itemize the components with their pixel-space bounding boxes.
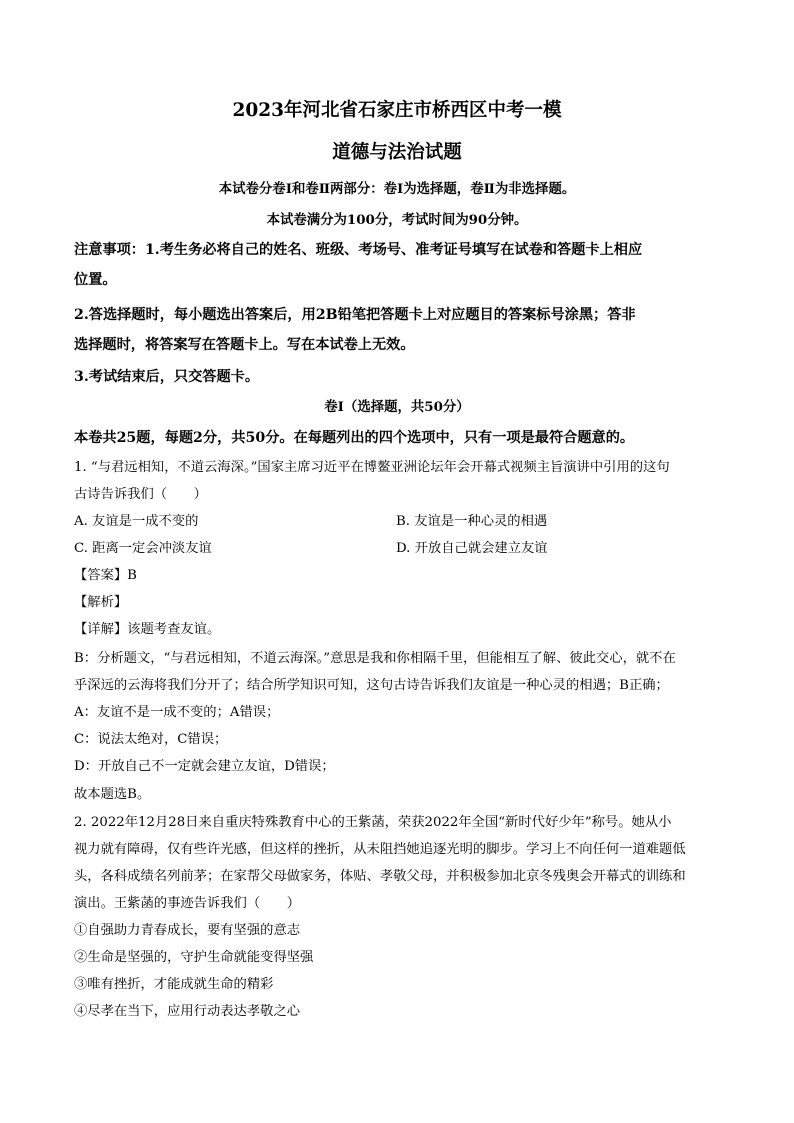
q1-explanation-line-1: B：分析题文，“与君远相知，不道云海深。”意思是我和你相隔千里，但能相互了解、彼此交心，就不在 <box>74 651 676 666</box>
q1-option-c: C. 距离一定会冲淡友谊 <box>74 541 212 556</box>
q1-analysis-label: 【解析】 <box>74 595 128 610</box>
instruction-line-2: 本试卷满分为100分，考试时间为90分钟。 <box>266 212 528 228</box>
q1-detail: 【详解】该题考查友谊。 <box>74 622 221 637</box>
q2-stem-line-1: 2. 2022年12月28日来自重庆特殊教育中心的王紫菡，荣获2022年全国“新时代好少年”称号。她从小 <box>74 815 672 830</box>
notes-line-2: 位置。 <box>74 272 117 288</box>
q1-explanation-d: D：开放自己不一定就会建立友谊，D错误； <box>74 759 335 774</box>
exam-subject: 道德与法治试题 <box>332 142 462 163</box>
section1-description: 本卷共25题，每题2分，共50分。在每题列出的四个选项中，只有一项是最符合题意的。 <box>74 430 635 446</box>
q1-option-b: B. 友谊是一种心灵的相遇 <box>396 514 548 529</box>
instruction-line-1: 本试卷分卷Ⅰ和卷Ⅱ两部分：卷Ⅰ为选择题，卷Ⅱ为非选择题。 <box>218 181 576 197</box>
q2-item-4: ④尽孝在当下，应用行动表达孝敬之心 <box>74 1004 301 1019</box>
q1-option-d: D. 开放自己就会建立友谊 <box>396 541 548 556</box>
q1-conclusion: 故本题选B。 <box>74 787 151 802</box>
q1-explanation-line-2: 乎深远的云海将我们分开了；结合所学知识可知，这句古诗告诉我们友谊是一种心灵的相遇；B正确； <box>74 678 669 693</box>
q1-option-a: A. 友谊是一成不变的 <box>74 514 199 529</box>
q2-item-3: ③唯有挫折，才能成就生命的精彩 <box>74 977 274 992</box>
exam-title: 2023年河北省石家庄市桥西区中考一模 <box>232 100 562 121</box>
q1-answer: 【答案】B <box>74 568 137 583</box>
q1-explanation-c: C：说法太绝对，C错误； <box>74 732 228 747</box>
q2-stem-line-4: 演出。王紫菡的事迹告诉我们（ ） <box>74 896 301 911</box>
note2-line-2: 选择题时，将答案写在答题卡上。写在本试卷上无效。 <box>74 337 415 353</box>
q2-stem-line-3: 头，各科成绩名列前茅；在家帮父母做家务，体贴、孝敬父母，并积极参加北京冬残奥会开幕式的训练和 <box>74 869 686 884</box>
q2-stem-line-2: 视力就有障碍，仅有些许光感，但这样的挫折，从未阻挡她追逐光明的脚步。学习上不向任何一道难题低 <box>74 842 686 857</box>
q1-stem-line-2: 古诗告诉我们（ ） <box>74 487 207 502</box>
q1-stem-line-1: 1. “与君远相知，不道云海深。”国家主席习近平在博鳌亚洲论坛年会开幕式视频主旨演讲中引用的这句 <box>74 460 670 475</box>
q2-item-2: ②生命是坚强的，守护生命就能变得坚强 <box>74 950 314 965</box>
notes-line-1: 注意事项：1.考生务必将自己的姓名、班级、考场号、准考证号填写在试卷和答题卡上相应 <box>74 242 643 258</box>
q1-explanation-a: A：友谊不是一成不变的；A错误； <box>74 705 280 720</box>
q2-item-1: ①自强助力青春成长，要有坚强的意志 <box>74 923 301 938</box>
note3: 3.考试结束后，只交答题卡。 <box>74 369 260 385</box>
note2-line-1: 2.答选择题时，每小题选出答案后，用2B铅笔把答题卡上对应题目的答案标号涂黑；答非 <box>74 307 636 323</box>
section1-heading: 卷Ⅰ（选择题，共50分） <box>324 399 470 415</box>
